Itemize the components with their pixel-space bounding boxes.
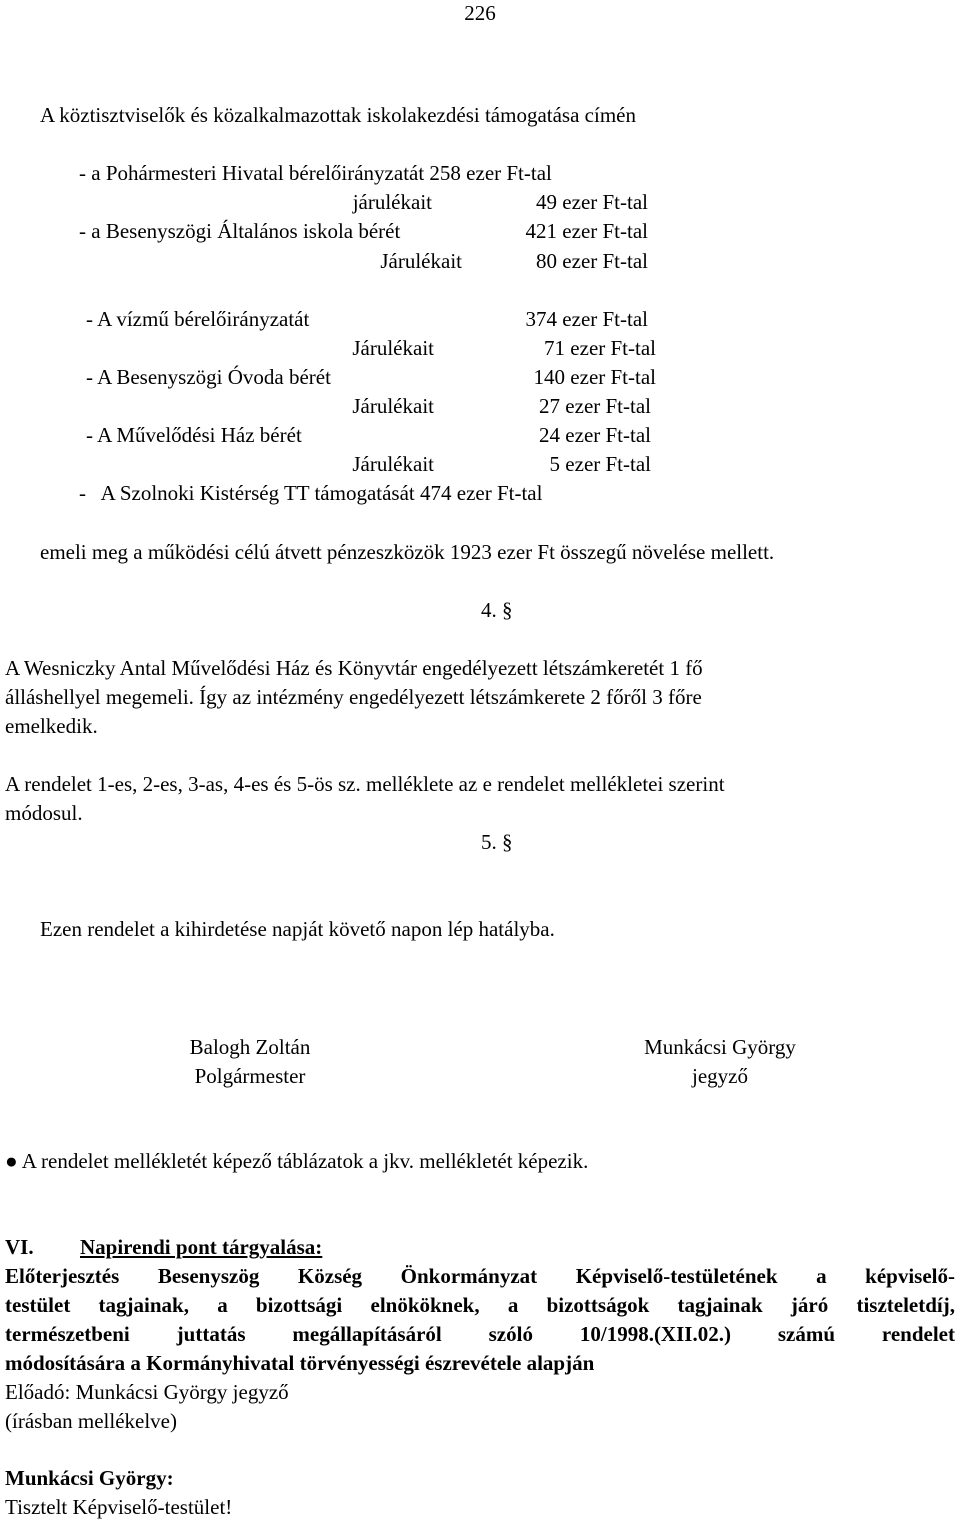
budget-label-ovoda: - A Besenyszögi Óvoda bérét: [86, 365, 331, 389]
budget-amount: 27 ezer Ft-tal: [539, 394, 651, 418]
signatory-title: Polgármester: [194, 1064, 306, 1088]
budget-label-jarulek: Járulékait: [352, 394, 434, 418]
budget-amount: 421 ezer Ft-tal: [525, 219, 648, 243]
budget-amount: 140 ezer Ft-tal: [533, 365, 656, 389]
section-4-marker: 4. §: [481, 598, 513, 622]
budget-label-jarulek: Járulékait: [352, 452, 434, 476]
paragraph-line: A rendelet 1-es, 2-es, 3-as, 4-es és 5-ös sz. melléklete az e rendelet mellékletei szerint: [5, 772, 725, 796]
budget-label-iskola: - a Besenyszögi Általános iskola bérét: [79, 219, 401, 243]
budget-line-kisterseg: - A Szolnoki Kistérség TT támogatását 474 ezer Ft-tal: [79, 481, 543, 505]
effective-date-text: Ezen rendelet a kihirdetése napját követő napon lép hatályba.: [40, 917, 555, 941]
budget-amount: 49 ezer Ft-tal: [536, 190, 648, 214]
presenter-line: Előadó: Munkácsi György jegyző: [5, 1380, 289, 1404]
speaker-name: Munkácsi György:: [5, 1466, 174, 1490]
budget-amount: 24 ezer Ft-tal: [539, 423, 651, 447]
page-number: 226: [464, 1, 496, 25]
budget-label-muvhaz: - A Művelődési Ház bérét: [86, 423, 302, 447]
agenda-description-line: Előterjesztés Besenyszög Község Önkormányzat Képviselő-testületének a képviselő-: [5, 1264, 955, 1288]
budget-amount: 5 ezer Ft-tal: [549, 452, 651, 476]
signatory-name: Munkácsi György: [644, 1035, 796, 1059]
budget-line-hivatal: - a Pohármesteri Hivatal bérelőirányzatát 258 ezer Ft-tal: [79, 161, 552, 185]
agenda-description-line: természetbeni juttatás megállapításáról szóló 10/1998.(XII.02.) számú rendelet: [5, 1322, 955, 1346]
agenda-number: VI.: [5, 1235, 34, 1259]
paragraph-line: emelkedik.: [5, 714, 98, 738]
agenda-title: Napirendi pont tárgyalása:: [80, 1235, 323, 1259]
budget-amount: 374 ezer Ft-tal: [525, 307, 648, 331]
signatory-name: Balogh Zoltán: [189, 1035, 311, 1059]
attachment-note: (írásban mellékelve): [5, 1409, 177, 1433]
budget-amount: 80 ezer Ft-tal: [536, 249, 648, 273]
budget-label-jarulek: járulékait: [352, 190, 432, 214]
budget-label-jarulek: Járulékait: [352, 336, 434, 360]
budget-label-vizmu: - A vízmű bérelőirányzatát: [86, 307, 310, 331]
budget-label-jarulek: Járulékait: [380, 249, 462, 273]
agenda-description-line: módosítására a Kormányhivatal törvényességi észrevétele alapján: [5, 1351, 595, 1375]
agenda-description-line: testület tagjainak, a bizottsági elnököknek, a bizottságok tagjainak járó tiszteletdíj,: [5, 1293, 955, 1317]
paragraph-line: A Wesniczky Antal Művelődési Ház és Könyvtár engedélyezett létszámkeretét 1 fő: [5, 656, 703, 680]
signature-block-mayor: [150, 1033, 350, 1091]
signatory-title: jegyző: [692, 1064, 748, 1088]
section-5-marker: 5. §: [481, 830, 513, 854]
bullet-note: ● A rendelet mellékletét képező táblázatok a jkv. mellékletét képezik.: [5, 1149, 589, 1173]
section-heading: A köztisztviselők és közalkalmazottak iskolakezdési támogatása címén: [40, 103, 636, 127]
signature-block-notary: [610, 1033, 830, 1091]
summary-line: emeli meg a működési célú átvett pénzeszközök 1923 ezer Ft összegű növelése mellett.: [40, 540, 775, 564]
budget-amount: 71 ezer Ft-tal: [544, 336, 656, 360]
speaker-line: Tisztelt Képviselő-testület!: [5, 1495, 233, 1519]
paragraph-line: álláshellyel megemeli. Így az intézmény engedélyezett létszámkerete 2 főről 3 főre: [5, 685, 702, 709]
paragraph-line: módosul.: [5, 801, 83, 825]
